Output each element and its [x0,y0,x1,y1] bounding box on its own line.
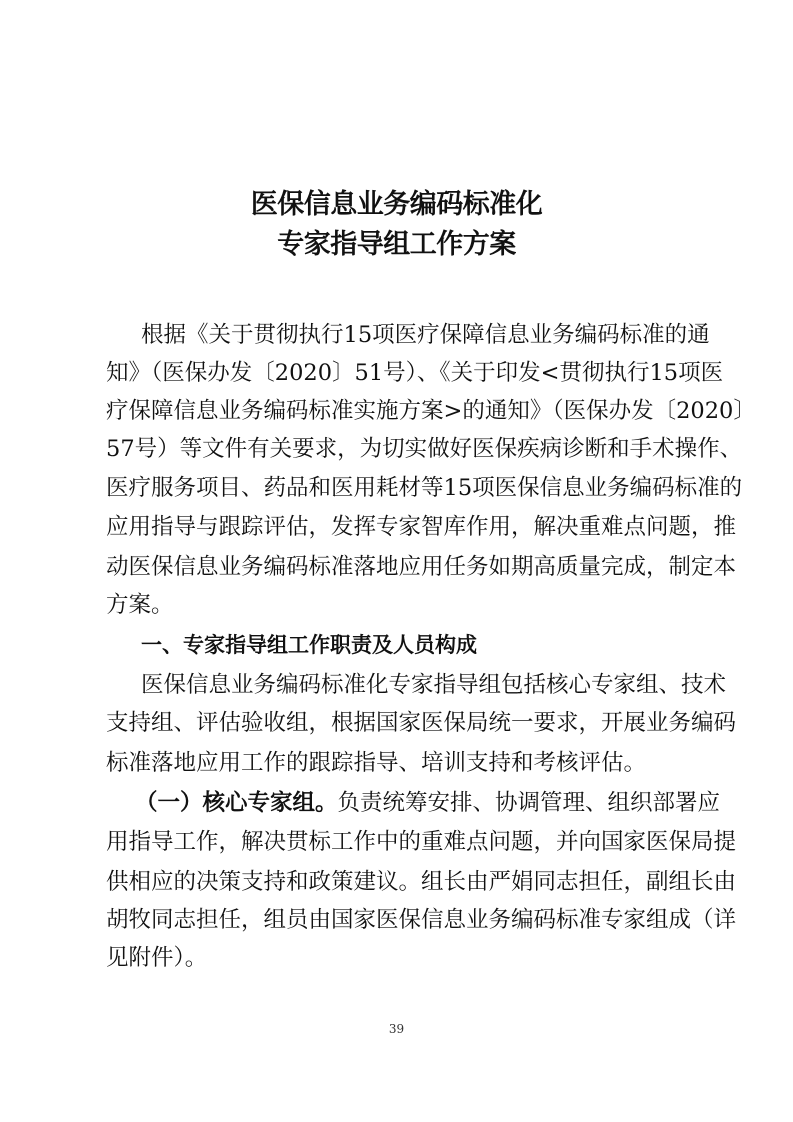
text-line: 动医保信息业务编码标准落地应用任务如期高质量完成，制定本 [106,554,737,580]
text-line: 见附件）。 [106,945,208,971]
text-line: 胡牧同志担任，组员由国家医保信息业务编码标准专家组成（详 [106,907,737,933]
text-line: 医保信息业务编码标准化专家指导组包括核心专家组、技术 [141,672,727,698]
text-line: 应用指导与跟踪评估，发挥专家智库作用，解决重难点问题，推 [106,514,737,540]
title-line: 专家指导组工作方案 [277,229,516,260]
text-line: 疗保障信息业务编码标准实施方案>的通知》（医保办发〔2020〕 [106,398,756,424]
text-line: 方案。 [106,592,174,618]
text-line: 知》（医保办发〔2020〕51号）、《关于印发<贯彻执行15项医 [106,360,724,386]
page-number: 39 [388,1022,405,1036]
text-line: 标准落地应用工作的跟踪指导、培训支持和考核评估。 [106,750,647,776]
text-line: 供相应的决策支持和政策建议。组长由严娟同志担任，副组长由 [106,869,737,895]
text-line: 支持组、评估验收组，根据国家医保局统一要求，开展业务编码 [106,710,737,736]
text-line: 根据《关于贯彻执行15项医疗保障信息业务编码标准的通 [141,322,710,348]
text-line: 57号）等文件有关要求，为切实做好医保疾病诊断和手术操作、 [106,436,743,462]
text-line: 用指导工作，解决贯标工作中的重难点问题，并向国家医保局提 [106,829,737,855]
text-line [135,788,721,818]
section-heading: 一、专家指导组工作职责及人员构成 [141,633,477,657]
text-line: 医疗服务项目、药品和医用耗材等15项医保信息业务编码标准的 [106,475,743,501]
text-span: 负责统筹安排、协调管理、组织部署应 [337,790,721,816]
subsection-lead: （一）核心专家组。 [135,790,338,816]
title-line: 医保信息业务编码标准化 [250,189,543,220]
